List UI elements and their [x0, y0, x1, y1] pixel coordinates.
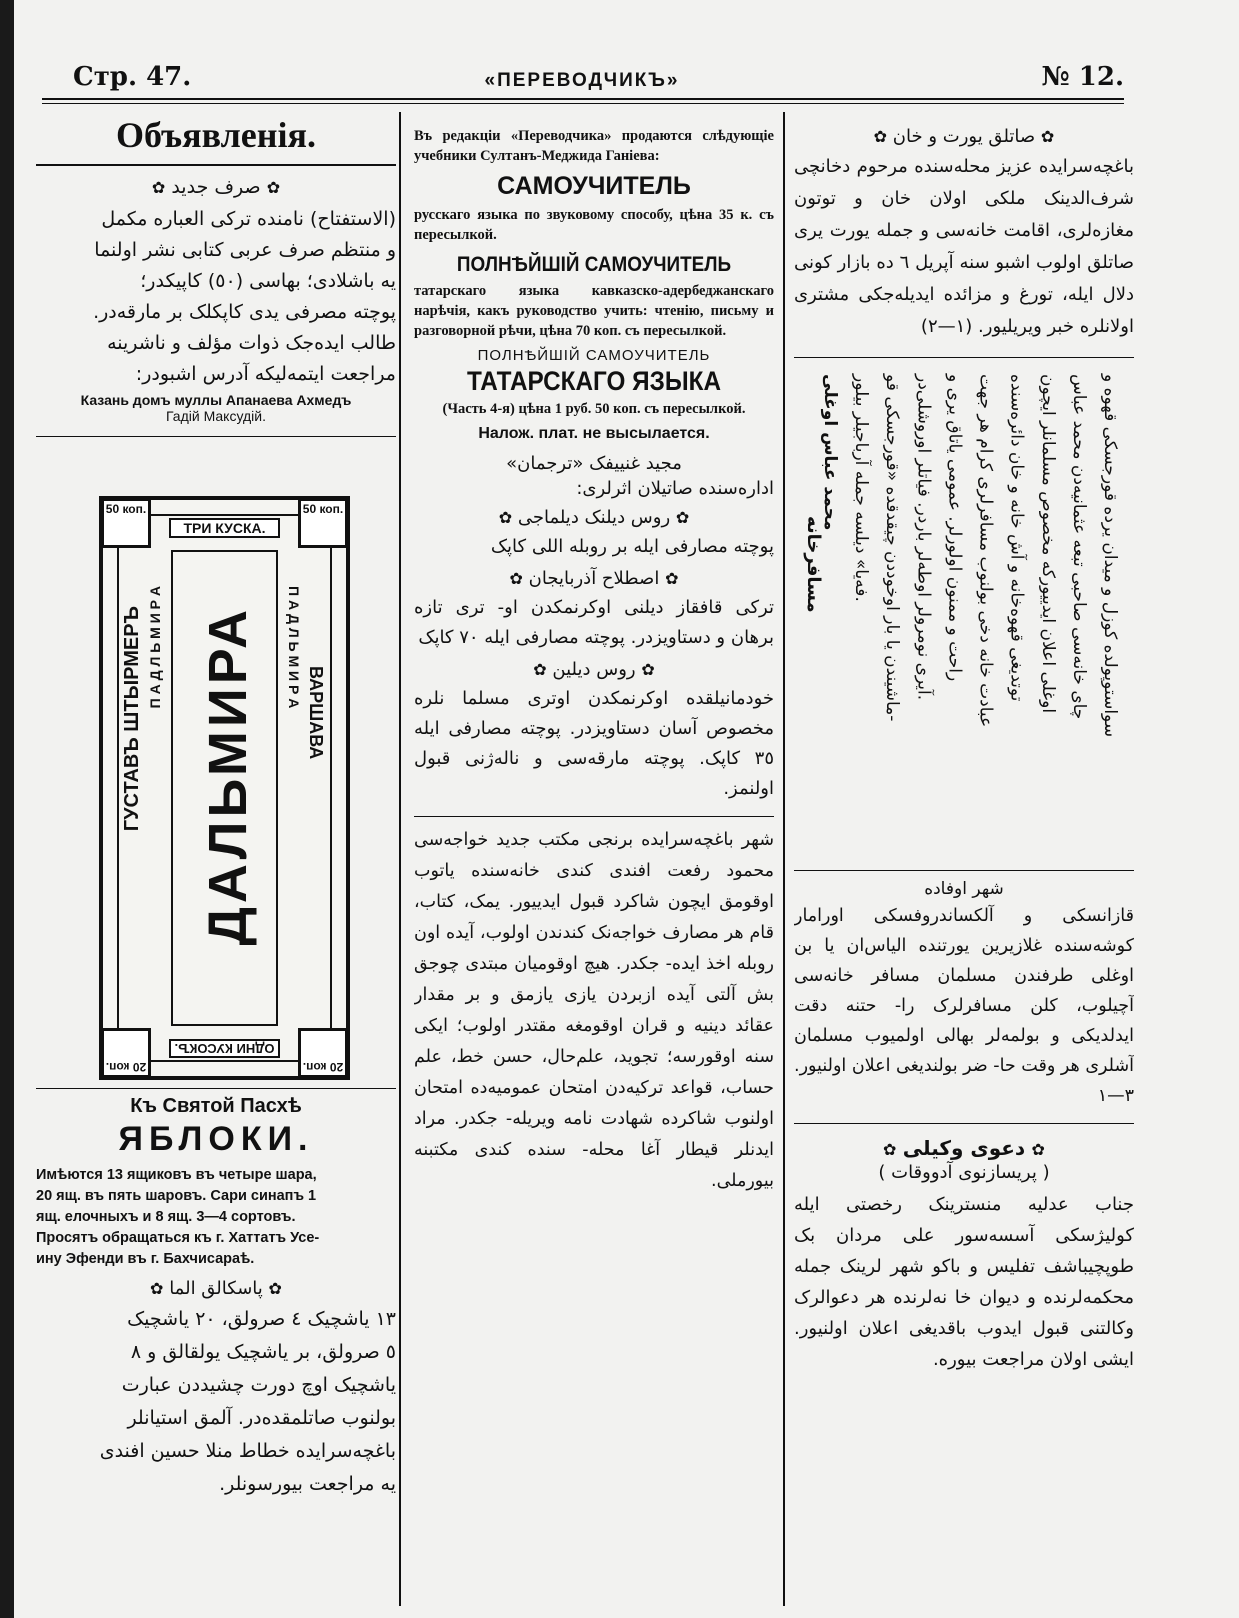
poster-bottom-label: ОДНИ КУСОКЪ.	[169, 1039, 280, 1058]
section-rule	[794, 870, 1134, 871]
book3-title: ТАТАРСКАГО ЯЗЫКА	[466, 366, 721, 396]
ornament-icon: ✿	[1040, 127, 1055, 146]
hotel-line: توتدیغی قهوه‌خانه و آش خانه و خان دائره‌سنده	[1006, 374, 1027, 702]
sarf-line: طالب ایده‌جک ذوات مؤلف و ناشرینه	[107, 332, 396, 354]
ornament-icon: ✿	[268, 1279, 282, 1298]
apples-text	[36, 1165, 396, 1270]
lawyer-title-row	[794, 1136, 1134, 1160]
city-title: شهر اوفاده	[924, 879, 1004, 899]
alma-title-row	[36, 1278, 396, 1299]
section-rule	[36, 436, 396, 437]
alma-title: پاسکالق الما	[169, 1278, 263, 1299]
alma-line: یه مراجعت بیورسونلر.	[219, 1473, 396, 1495]
issue-number: № 12.	[1041, 62, 1124, 92]
poster-right-band: ВАРШАВА	[306, 666, 326, 760]
ornament-icon: ✿	[151, 178, 166, 197]
ornament-icon: ✿	[266, 178, 281, 197]
book1-text: русскаго языка по звуковому способу, цѣна 35 к. съ пересылкой.	[414, 207, 774, 243]
hotel-ad	[794, 366, 1134, 866]
sarf-line: پوچته مصرفی یدی کاپکلک بر مارقه‌در.	[93, 301, 396, 323]
scan-edge	[0, 0, 14, 1618]
lawyer-text: جناب عدلیه منسترینک رخصتی ایله کولیژسکی آسسه‌سور علی مردان بک طوپچیباشف تفلیس و باکو شهر لرینک جمله محکمه‌لرنده و دیوان خا نه‌لرنده هر دعوالرک وکالتنی قبول ایدوب باقدیغی اعلان اولنیور. ایشی اولان مراجعت بیوره.	[794, 1194, 1134, 1370]
city-text: قازانسکی و آلکساندروفسکی اورامار کوشه‌سنده غلازیرین یورتنده الیاس‌ان یا بن اوغلی طرفندن مسلمان مسافر خانه‌سی آچیلوب، کلن مسافرلرک را- حتنه دقت ایدلدیکی و بولمه‌لر بهالی اولمیوب مسلمان آشلری هر وقت حا- ضر بولندیغی اعلان اولنیور. ۳—۱	[794, 906, 1134, 1106]
column-left-lower	[36, 1088, 396, 1608]
sarf-line: (الاستفتاح) نامنده ترکی العباره مکمل	[101, 208, 396, 230]
item2-title-row	[414, 568, 774, 589]
apples-line: Имѣются 13 ящиковъ въ четыре шара,	[36, 1167, 317, 1183]
sarf-address: Казань домъ муллы Апанаева Ахмедъ	[80, 392, 352, 408]
item1-title-row	[414, 507, 774, 528]
column-divider-2	[783, 112, 785, 1606]
alma-line: یاشچیک اوچ دورت چشیددن عبارت	[121, 1374, 396, 1396]
sale-title: صاتلق یورت و خان	[892, 126, 1036, 147]
books-intro: Въ редакціи «Переводчика» продаются слѣдующіе учебники Султанъ-Меджида Ганіева:	[414, 128, 774, 164]
ornament-icon: ✿	[883, 1140, 897, 1159]
hotel-signature: محمد عباس اوغلی	[820, 374, 840, 531]
ornament-icon: ✿	[1031, 1140, 1045, 1159]
school-text: شهر باغچه‌سرایده برنجی مکتب جدید خواجه‌سی محمود رفعت افندی کندی خانه‌سنده یاتوب اوقومق ایچون شاکرد قبول ایدییور. یمک، کتاب، قام هر مصارف خواجه‌نک کندندن اولوب، آیده اون روبله اخذ ایده- جکدر. هیچ اوقومیان مبتدی چوجق بش آلتی آیده ازبردن یازی یازمق و بر مقدار عقائد دینیه و قران اوقومغه مقتدر اولوب؛ ایکی سنه اوقورسه؛ تجوید، علم‌حال، حسن خط، علم حساب، قواعد ترکیه‌دن امتحان عمومیه‌ده امتحان اولنوب شاکرده شهادت نامه ویریله- جکدر. مراد ایدنلر قیطار آغا محله- سنده کندی مکتبنه بیورملی.	[414, 830, 774, 1191]
section-rule	[414, 816, 774, 817]
sarf-text	[36, 204, 396, 390]
sarf-title: صرف جدید	[171, 176, 261, 198]
ornament-icon: ✿	[873, 127, 888, 146]
column-divider-1	[399, 112, 401, 1606]
city-title-row	[794, 879, 1134, 899]
ar-intro-2: اداره‌سنده صاتیلان اثرلری:	[576, 478, 774, 499]
price-badge: 20 коп.	[101, 1028, 151, 1078]
poster-inner-band-right: П А Д Л Ь М И Р А	[286, 586, 302, 709]
sarf-address-name: Гадій Максудій.	[166, 408, 266, 424]
column-middle	[414, 126, 774, 1606]
header-rule	[42, 98, 1124, 100]
hotel-lines	[820, 374, 1120, 864]
alma-text	[36, 1303, 396, 1501]
item1-text: پوچته مصارفی ایله بر روبله اللی کاپک	[490, 536, 774, 557]
hotel-line: سواستوپولده کوزل و میدان یرده قورجسکی قهوه و	[1099, 374, 1120, 738]
hotel-line: اوغلی اعلان ایدییورکه مخصوص مسلمانلر ایچون	[1037, 374, 1058, 714]
hotel-line: فه‌یا» دیلسه جمله آرباجیلر بیلور.	[851, 374, 872, 602]
announcements-heading: Объявленія.	[116, 115, 316, 155]
item3-title-row	[414, 659, 774, 680]
book1-title: САМОУЧИТЕЛЬ	[497, 172, 691, 200]
ar-intro-1: مجید غنییفک «ترجمان»	[506, 453, 682, 474]
hotel-line: آیری نومرولر اوطه‌لر باردر. فیاتلر اوروشلی‌در.	[913, 374, 934, 701]
sarf-line: مراجعت ایتمه‌لیکه آدرس اشبودر:	[135, 363, 396, 385]
apples-line: Просятъ обращаться къ г. Хаттатъ Усе-	[36, 1230, 320, 1246]
ornament-icon: ✿	[509, 569, 523, 588]
item2-title: اصطلاح آذربایجان	[528, 568, 660, 589]
poster-inner-band-left: П А Д Л Ь М И Р А	[147, 586, 163, 709]
header-rule-thin	[42, 103, 1124, 104]
ornament-icon: ✿	[533, 660, 547, 679]
soap-poster	[99, 496, 350, 1080]
alma-line: بولنوب صاتلمقده‌در. آلمق استیانلر	[127, 1407, 396, 1429]
alma-line: باغچه‌سرایده خطاط منلا حسین افندی	[99, 1440, 396, 1462]
poster-left-band: ГУСТАВЪ ШТЫРМЕРЪ	[121, 606, 143, 832]
ornament-icon: ✿	[665, 569, 679, 588]
newspaper-title: «ПЕРЕВОДЧИКЪ»	[484, 70, 680, 91]
item2-text: ترکی قافقاز دیلنی اوکرنمکدن او- تری تازه برهان و دستاویزدر. پوچته مصارفی ایله ۷۰ کاپک	[414, 597, 774, 648]
hotel-line: عبادت خانه دخی بولنوب مسافرلری کرام هر جهت	[975, 374, 996, 728]
alma-line: ٥ صرولق، بر یاشچیک یولقالق و ۸	[130, 1341, 396, 1363]
ornament-icon: ✿	[641, 660, 655, 679]
page-number: Стр. 47.	[73, 62, 192, 92]
apples-line: ящ. елочныхъ и 8 ящ. 3—4 сортовъ.	[36, 1209, 296, 1225]
hotel-title: مسافرخانه	[803, 516, 824, 613]
item3-text: خودمانیلقده اوکرنمکدن اوتری مسلما نلره مخصوص آسان دستاویزدر. پوچته مصارفی ایله ۳٥ کاپک. پوچته مارقه‌سی و ناله‌ژنی قبول اولنمز.	[414, 688, 774, 799]
book3-text: (Часть 4-я) цѣна 1 руб. 50 коп. съ пересылкой.	[442, 401, 746, 417]
column-right	[794, 126, 1134, 1606]
book2-title: ПОЛНѢЙШІЙ САМОУЧИТЕЛЬ	[456, 253, 732, 276]
lawyer-subtitle: ( پریسازنوی آدووقات )	[878, 1162, 1050, 1183]
cod-note: Налож. плат. не высылается.	[478, 425, 710, 442]
sarf-line: یه باشلادی؛ بهاسی (٥٠) کاپیکدر؛	[140, 270, 396, 292]
sarf-line: و منتظم صرف عربی کتابی نشر اولنما	[94, 239, 396, 261]
lawyer-title: دعوی وکیلی	[902, 1136, 1026, 1160]
section-rule	[794, 1123, 1134, 1124]
section-rule	[794, 357, 1134, 358]
price-badge: 20 коп.	[298, 1028, 348, 1078]
hotel-line: ماشیندن یا بار اوخوددن چیقدقده «قورجسکی قو-	[882, 374, 903, 722]
poster-brand-word: ДАЛЬМИРА	[198, 606, 258, 946]
apples-line: 20 ящ. въ пять шаровъ. Сари синапъ 1	[36, 1188, 317, 1204]
apples-line: ину Эфенди въ г. Бахчисараѣ.	[36, 1251, 255, 1267]
poster-frame	[117, 514, 332, 1062]
sale-text: باغچه‌سرایده عزیز محله‌سنده مرحوم دخانچی شرف‌الدینک ملکی اولان خان و توتون مغازه‌لری، اقامت خانه‌سی و جمله یورت یری صاتلق اولوب اشبو سنه آپریل ٦ ده بازار کونی دلال ایله، تورغ و مزائده ایدیله‌جکی مشتری اولانلره خبر ویریلیور. (۱—۲)	[794, 156, 1134, 337]
alma-line: ۱۳ یاشچیک ٤ صرولق، ۲۰ یاشچیک	[127, 1308, 396, 1330]
ornament-icon: ✿	[150, 1279, 164, 1298]
item3-title: روس دیلین	[552, 659, 636, 680]
hotel-line: راحت و ممنون اولورلر. عمومی یاتاق یری و	[944, 374, 965, 682]
ornament-icon: ✿	[675, 508, 690, 527]
page-header	[40, 62, 1124, 102]
section-rule	[36, 1088, 396, 1089]
hotel-line: چای خانه‌سی صاحبی تبعه عثمانیه‌دن محمد عباس	[1068, 374, 1089, 720]
book2-text: татарскаго языка кавказско-адербеджанскаго нарѣчія, какъ руководство учить: чтенію, письму и разговорной рѣчи, цѣна 70 коп. съ пересылкой.	[414, 283, 774, 339]
sale-title-row	[794, 126, 1134, 147]
book3-pretitle: ПОЛНѢЙШІЙ САМОУЧИТЕЛЬ	[477, 347, 711, 364]
section-rule	[36, 164, 396, 166]
price-badge: 50 коп.	[298, 498, 348, 548]
apples-heading: ЯБЛОКИ.	[118, 1120, 314, 1158]
easter-heading: Къ Святой Пасхѣ	[130, 1095, 302, 1117]
sarf-title-row	[36, 176, 396, 198]
item1-title: روس دیلنک دیلماجی	[517, 507, 671, 528]
price-badge: 50 коп.	[101, 498, 151, 548]
poster-top-label: ТРИ КУСКА.	[169, 518, 280, 538]
ornament-icon: ✿	[498, 508, 513, 527]
